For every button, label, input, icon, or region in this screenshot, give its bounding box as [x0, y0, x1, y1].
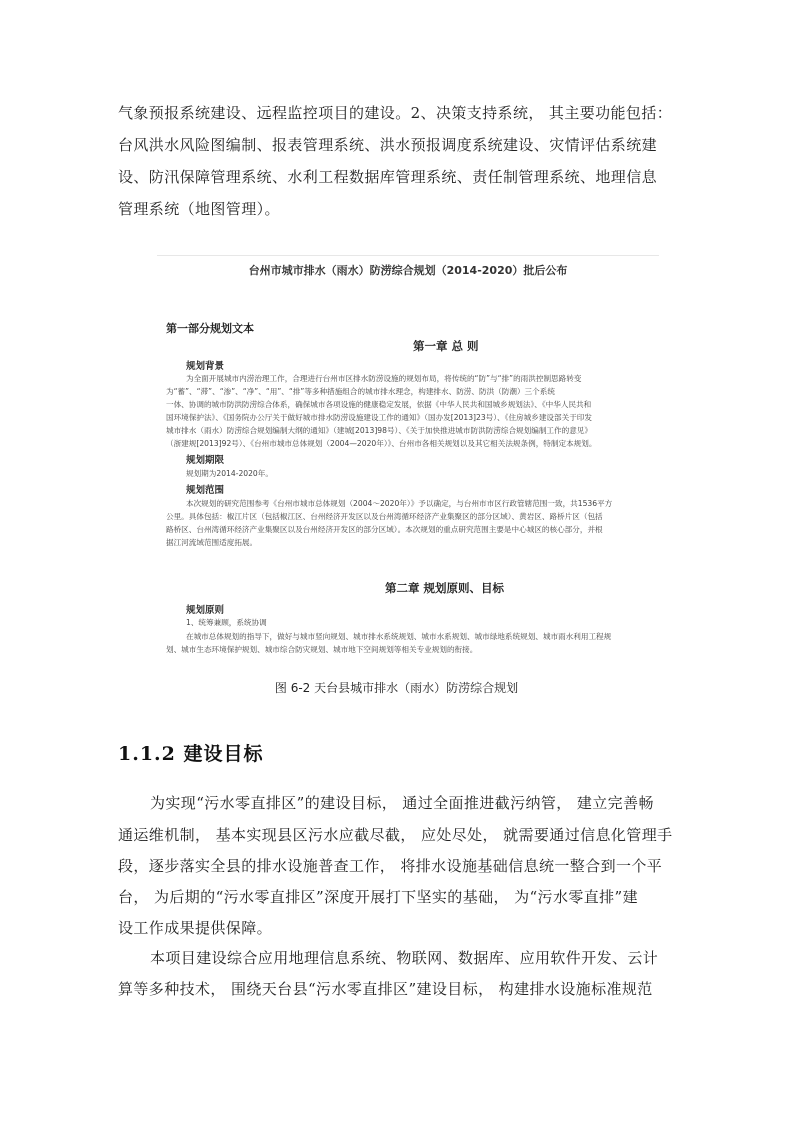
paragraph-1-line: 台， 为后期的“污水零直排区”深度开展打下坚实的基础， 为“污水零直排”建: [118, 888, 639, 906]
paragraph-1-line: 通运维机制， 基本实现县区污水应截尽截， 应处尽处， 就需要通过信息化管理手: [118, 826, 673, 844]
planning-document-figure: [157, 255, 659, 663]
intro-line-4: 管理系统（地图管理）。: [118, 200, 280, 218]
figure-background-line: 一体、协调的城市防洪防涝综合体系，确保城市各项设施的健康稳定发展，依据《中华人民共和国城乡规划法》、《中华人民共和: [166, 400, 592, 409]
figure-background-line: （浙建规[2013]92号）、《台州市城市总体规划（2004—2020年）》、台州市各相关规划以及其它相关法规条例，特制定本规划。: [166, 439, 597, 448]
paragraph-1-line: 设工作成果提供保障。: [118, 919, 273, 937]
figure-scope-line: 据江河流域范围适度拓展。: [166, 538, 258, 547]
figure-scope-line: 路桥区、台州湾循环经济产业集聚区以及台州经济开发区的部分区域）。本次规划的重点研究范围主要是中心城区的核心部分，并根: [166, 525, 603, 534]
figure-principle-item: 1、统筹兼顾，系统协调: [186, 618, 267, 627]
figure-chapter-1-title: 第一章 总 则: [413, 339, 479, 353]
intro-line-3: 设、防汛保障管理系统、水利工程数据库管理系统、责任制管理系统、地理信息: [118, 168, 658, 186]
figure-banner-title: 台州市城市排水（雨水）防涝综合规划（2014-2020）批后公布: [248, 264, 568, 277]
figure-caption: 图 6-2 天台县城市排水（雨水）防涝综合规划: [274, 681, 519, 695]
figure-period-text: 规划期为2014-2020年。: [186, 469, 273, 478]
figure-principle-line: 在城市总体规划的指导下，做好与城市竖向规划、城市排水系统规划、城市水系规划、城市绿地系统规划、城市雨水利用工程规: [186, 632, 612, 641]
figure-background-line: 国环境保护法》、《国务院办公厅关于做好城市排水防涝设施建设工作的通知》（国办发[2013]23号）、《住房城乡建设部关于印发: [166, 413, 592, 422]
figure-scope-line: 本次规划的研究范围参考《台州市城市总体规划（2004～2020年）》予以确定，与台州市市区行政管辖范围一致，共1536平方: [186, 499, 613, 508]
figure-scope-line: 公里。具体包括：椒江片区（包括椒江区、台州经济开发区以及台州湾循环经济产业集聚区的部分区域）、黄岩区、路桥片区（包括: [166, 512, 603, 521]
figure-principle-line: 划、城市生态环境保护规划、城市综合防灾规划、城市地下空间规划等相关专业规划的衔接。: [166, 645, 478, 654]
intro-line-1: 气象预报系统建设、远程监控项目的建设。2、决策支持系统， 其主要功能包括：: [118, 104, 673, 122]
paragraph-2-line: 本项目建设综合应用地理信息系统、物联网、数据库、应用软件开发、云计: [150, 949, 659, 967]
paragraph-2-line: 算等多种技术， 围绕天台县“污水零直排区”建设目标， 构建排水设施标准规范: [118, 980, 653, 998]
figure-heading-scope: 规划范围: [186, 485, 225, 496]
figure-part-title: 第一部分规划文本: [166, 322, 254, 335]
figure-heading-background: 规划背景: [186, 361, 225, 372]
figure-heading-principle: 规划原则: [186, 605, 225, 616]
paragraph-1-line: 段，逐步落实全县的排水设施普查工作， 将排水设施基础信息统一整合到一个平: [118, 857, 663, 875]
figure-background-line: 城市排水（雨水）防涝综合规划编制大纲的通知》（建城[2013]98号）、《关于加快推进城市防洪防涝综合规划编制工作的意见》: [166, 426, 592, 435]
section-heading: 1.1.2 建设目标: [118, 743, 264, 765]
paragraph-1-line: 为实现“污水零直排区”的建设目标， 通过全面推进截污纳管， 建立完善畅: [150, 794, 654, 812]
intro-line-2: 台风洪水风险图编制、报表管理系统、洪水预报调度系统建设、灾情评估系统建: [118, 136, 658, 154]
figure-chapter-2-title: 第二章 规划原则、目标: [385, 581, 505, 595]
figure-background-line: 为全面开展城市内涝治理工作，合理进行台州市区排水防涝设施的规划布局，将传统的“防”与“排”的雨洪控制思路转变: [186, 374, 582, 383]
figure-heading-period: 规划期限: [186, 455, 225, 466]
figure-background-line: 为“蓄”、“滞”、“渗”、“净”、“用”、“排”等多种措施组合的城市排水理念，构建排水、防涝、防洪（防潮）三个系统: [166, 387, 555, 396]
